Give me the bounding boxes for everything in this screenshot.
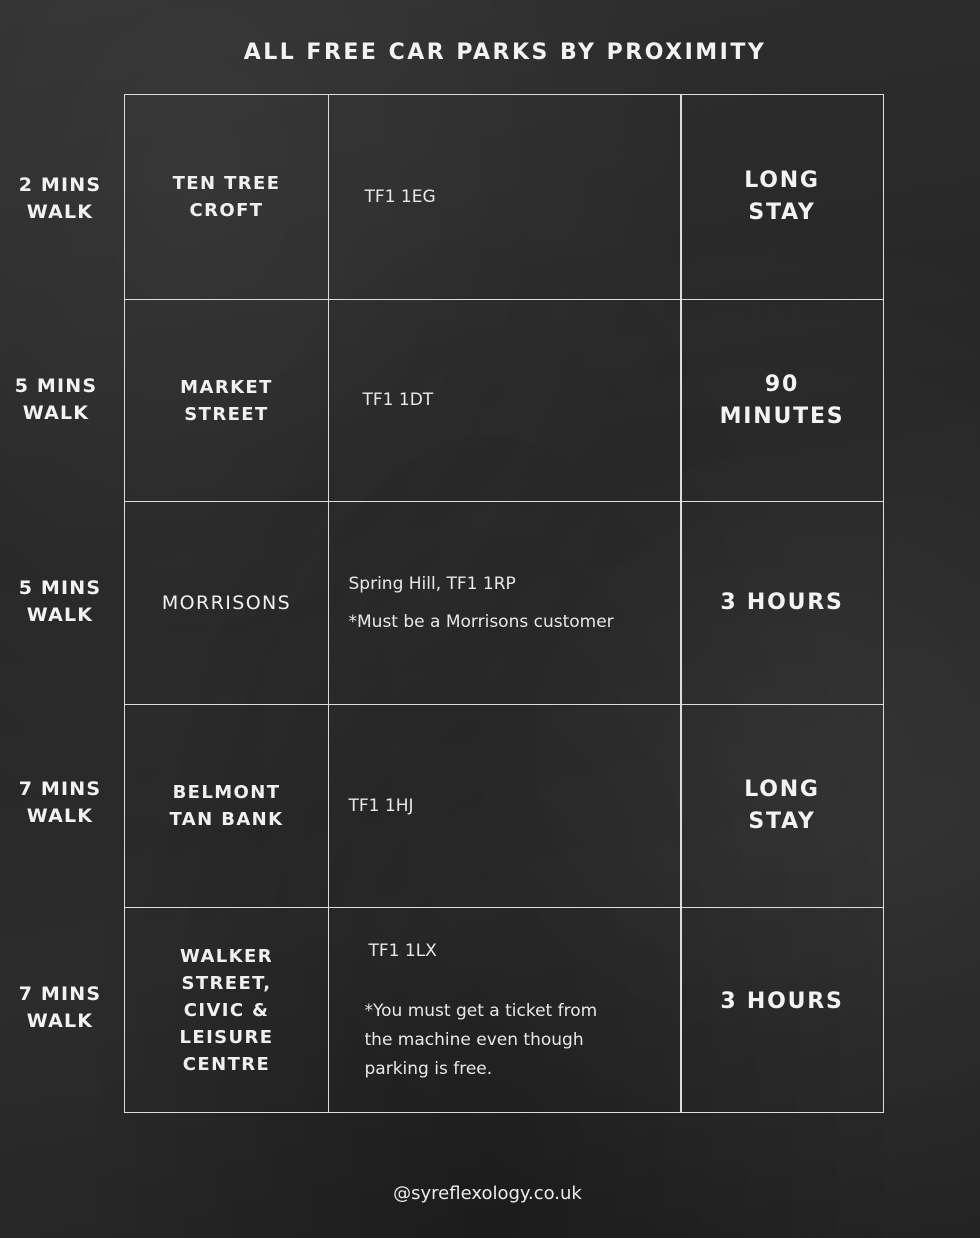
postcode: TF1 1EG xyxy=(364,186,436,207)
name-line: TAN BANK xyxy=(169,809,284,830)
table-row xyxy=(124,705,884,908)
duration-text xyxy=(744,774,820,838)
name-line: WALKER xyxy=(180,945,273,967)
location-note: *You must get a ticket from xyxy=(364,1000,598,1021)
table-row xyxy=(124,502,884,705)
walk-time-label xyxy=(0,373,116,427)
car-park-name-cell xyxy=(124,300,329,502)
location-text xyxy=(349,565,614,641)
walk-time-label xyxy=(0,575,120,629)
car-park-name-cell xyxy=(124,94,329,300)
duration-text xyxy=(744,165,820,229)
table-row xyxy=(124,908,884,1113)
postcode: TF1 1DT xyxy=(362,390,434,410)
walk-time-label xyxy=(0,172,120,226)
postcode: TF1 1HJ xyxy=(348,795,414,816)
walk-time-value: 5 MINS xyxy=(18,577,102,599)
walk-word: WALK xyxy=(26,805,94,827)
duration-line: LONG xyxy=(744,777,820,802)
walk-time-label xyxy=(0,981,120,1035)
name-line: CENTRE xyxy=(182,1053,271,1075)
location-note: the machine even though xyxy=(364,1029,584,1050)
car-park-name xyxy=(180,374,273,428)
duration-line: LONG xyxy=(744,168,820,193)
walk-word: WALK xyxy=(26,604,94,626)
walk-time-value: 5 MINS xyxy=(14,375,98,397)
name-line: MORRISONS xyxy=(161,591,292,614)
location-cell xyxy=(328,502,682,705)
location-text xyxy=(365,937,598,1084)
car-park-name-cell xyxy=(124,908,329,1113)
duration-line: 90 xyxy=(764,371,800,397)
location-cell xyxy=(328,705,682,908)
walk-time-value: 7 MINS xyxy=(18,983,102,1005)
location-cell xyxy=(328,908,682,1113)
duration-line: STAY xyxy=(748,809,816,834)
page-title: ALL FREE CAR PARKS BY PROXIMITY xyxy=(243,40,767,65)
duration-line: MINUTES xyxy=(719,403,845,429)
table-row xyxy=(124,300,884,502)
duration-text xyxy=(720,986,843,1018)
name-line: CIVIC & xyxy=(183,999,270,1021)
duration-cell xyxy=(680,502,884,705)
car-park-name-cell xyxy=(124,502,329,705)
car-park-name xyxy=(180,943,274,1078)
car-park-name-cell xyxy=(124,705,329,908)
name-line: CROFT xyxy=(189,200,264,221)
duration-cell xyxy=(680,705,884,908)
name-line: STREET xyxy=(184,403,269,425)
location-text xyxy=(365,183,436,212)
duration-cell xyxy=(680,94,884,300)
location-cell xyxy=(328,94,682,300)
location-text xyxy=(349,792,414,821)
walk-word: WALK xyxy=(26,201,94,223)
car-park-table xyxy=(124,94,884,1113)
walk-word: WALK xyxy=(26,1010,94,1032)
walk-time-label xyxy=(0,776,120,830)
name-line: BELMONT xyxy=(172,782,281,803)
car-park-name xyxy=(169,779,283,833)
location-text xyxy=(363,386,434,415)
duration-line: STAY xyxy=(748,200,816,225)
name-line: STREET, xyxy=(181,972,272,994)
walk-time-value: 2 MINS xyxy=(18,174,102,196)
name-line: MARKET xyxy=(180,376,273,398)
table-row xyxy=(124,94,884,300)
duration-cell xyxy=(680,300,884,502)
postcode: TF1 1LX xyxy=(368,940,437,961)
location-cell xyxy=(328,300,682,502)
duration-cell xyxy=(680,908,884,1113)
duration-text xyxy=(720,369,845,433)
footer-website: @syreflexology.co.uk xyxy=(393,1183,582,1204)
address: Spring Hill, TF1 1RP xyxy=(348,574,516,594)
car-park-name xyxy=(162,590,291,617)
duration-line: 3 HOURS xyxy=(720,989,844,1014)
duration-text xyxy=(720,587,843,619)
car-park-name xyxy=(173,170,281,224)
location-note: *Must be a Morrisons customer xyxy=(348,612,614,632)
location-note: parking is free. xyxy=(364,1058,493,1079)
walk-time-value: 7 MINS xyxy=(18,778,102,800)
name-line: TEN TREE xyxy=(172,173,281,194)
walk-word: WALK xyxy=(22,402,90,424)
duration-line: 3 HOURS xyxy=(720,590,844,615)
name-line: LEISURE xyxy=(179,1026,274,1048)
